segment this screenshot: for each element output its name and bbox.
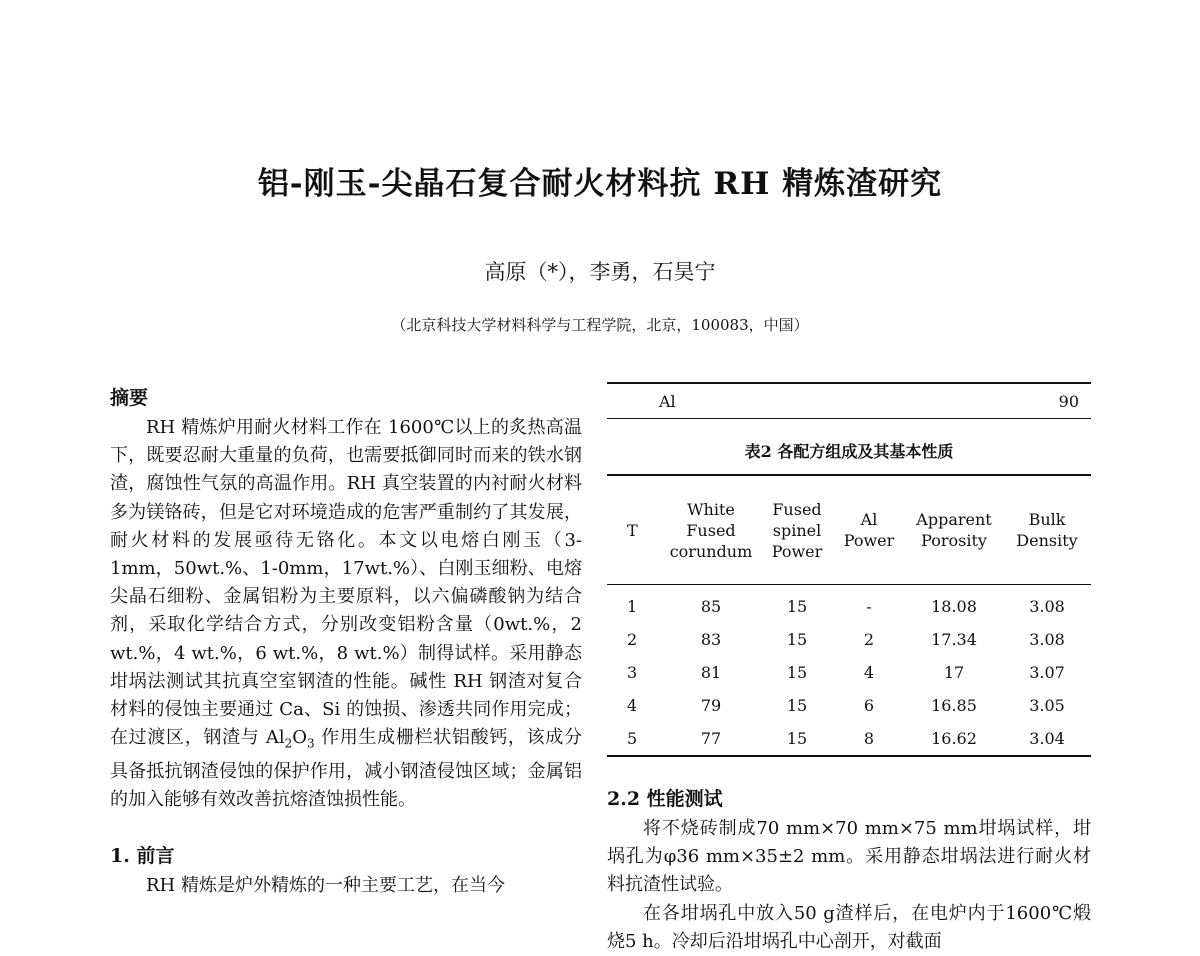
table2-header-cell: Fused spinel Power <box>761 475 833 585</box>
table-cell: 3.08 <box>1029 630 1065 649</box>
left-column <box>110 382 582 901</box>
table-cell: 16.85 <box>931 696 977 715</box>
table-cell: 3.07 <box>1029 663 1065 682</box>
table2 <box>607 474 1091 757</box>
table-cell: 16.62 <box>931 729 977 748</box>
formula-o: O <box>292 727 308 749</box>
table-cell: 8 <box>863 729 875 748</box>
table2-caption: 表2 各配方组成及其基本性质 <box>744 442 954 461</box>
table1-label: Al <box>659 391 676 411</box>
table-cell: 2 <box>863 630 875 649</box>
affiliation: （北京科技大学材料科学与工程学院，北京，100083，中国） <box>391 316 809 334</box>
table2-header-cell: Bulk Density <box>1003 475 1091 585</box>
table-cell: 18.08 <box>931 597 977 616</box>
table-cell: 83 <box>700 630 722 649</box>
section-2-2-heading: 2.2 性能测试 <box>607 788 723 810</box>
table-cell: 77 <box>700 729 722 748</box>
table1-fragment <box>607 382 1091 419</box>
table-row <box>607 383 1091 419</box>
table-cell: 15 <box>786 696 808 715</box>
table-row <box>607 585 1091 624</box>
section-2-2-para-2: 在各坩埚孔中放入50 g渣样后，在电炉内于1600℃煅烧5 h。冷却后沿坩埚孔中心剖开，对截面 <box>607 902 1091 952</box>
table-cell: 4 <box>863 663 875 682</box>
table-row <box>607 722 1091 756</box>
abstract-text <box>110 414 582 814</box>
table-cell: 6 <box>863 696 875 715</box>
table-cell: 3.08 <box>1029 597 1065 616</box>
table-cell: 2 <box>627 630 638 649</box>
author-list: 高原（*），李勇，石昊宁 <box>484 260 716 284</box>
intro-text: RH 精炼是炉外精炼的一种主要工艺，在当今 <box>146 875 505 897</box>
table-cell: 17 <box>943 663 965 682</box>
table-cell: 85 <box>700 597 722 616</box>
table-cell: 81 <box>700 663 722 682</box>
table-cell: 3.05 <box>1029 696 1065 715</box>
table2-header-cell: White Fused corundum <box>661 475 761 585</box>
paper-title: 铝-刚玉-尖晶石复合耐火材料抗 RH 精炼渣研究 <box>257 166 943 202</box>
table-cell: 5 <box>627 729 638 748</box>
table-cell: 15 <box>786 729 808 748</box>
table-cell: 4 <box>627 696 638 715</box>
table-row <box>607 656 1091 689</box>
right-column <box>607 382 1091 956</box>
formula-sub-3: 3 <box>307 736 315 751</box>
table-cell: 3.04 <box>1029 729 1065 748</box>
table-row <box>607 623 1091 656</box>
table2-header-cell: Apparent Porosity <box>905 475 1003 585</box>
abstract-text-part2: 作用生成栅栏状铝酸钙，该成分具备抵抗钢渣侵蚀的保护作用，减小钢渣侵蚀区域；金属铝的加入能够有效改善抗熔渣蚀损性能。 <box>110 727 582 811</box>
table-cell: 79 <box>700 696 722 715</box>
abstract-heading: 摘要 <box>110 387 149 409</box>
table-cell: 1 <box>627 597 638 616</box>
table-cell: 17.34 <box>931 630 977 649</box>
formula-sub-2: 2 <box>284 736 293 751</box>
table-cell: 15 <box>786 630 808 649</box>
table-cell: 3 <box>627 663 638 682</box>
intro-heading: 1. 前言 <box>110 845 175 868</box>
table1-value: 90 <box>1058 391 1079 411</box>
table2-header-cell: T <box>607 475 661 585</box>
section-2-2-para-1: 将不烧砖制成70 mm×70 mm×75 mm坩埚试样，坩埚孔为φ36 mm×35±2 mm。采用静态坩埚法进行耐火材料抗渣性试验。 <box>607 818 1091 896</box>
table-cell: 15 <box>786 597 808 616</box>
table-row <box>607 689 1091 722</box>
table-cell: - <box>866 597 872 616</box>
table-cell: 15 <box>786 663 808 682</box>
table2-header-cell: Al Power <box>833 475 905 585</box>
table2-header-row <box>607 475 1091 585</box>
abstract-text-part1: RH 精炼炉用耐火材料工作在 1600℃以上的炙热高温下，既要忍耐大重量的负荷，也需要抵御同时而来的铁水钢渣，腐蚀性气氛的高温作用。RH 真空装置的内衬耐火材料多为镁铬砖，但是它对环境造成的危害严重制约了其发展，耐火材料的发展亟待无铬化。本文以电熔白刚玉（3-1mm，50wt.%、1-0mm，17wt.%）、白刚玉细粉、电熔尖晶石细粉、金属铝粉为主要原料，以六偏磷酸钠为结合剂，采取化学结合方式，分别改变铝粉含量（0wt.%，2 wt.%，4 wt.%，6 wt.%，8 wt.%）制得试样。采用静态坩埚法测试其抗真空室钢渣的性能。碱性 RH 钢渣对复合材料的侵蚀主要通过 Ca、Si 的蚀损、渗透共同作用完成；在过渡区，钢渣与 Al <box>110 417 582 749</box>
